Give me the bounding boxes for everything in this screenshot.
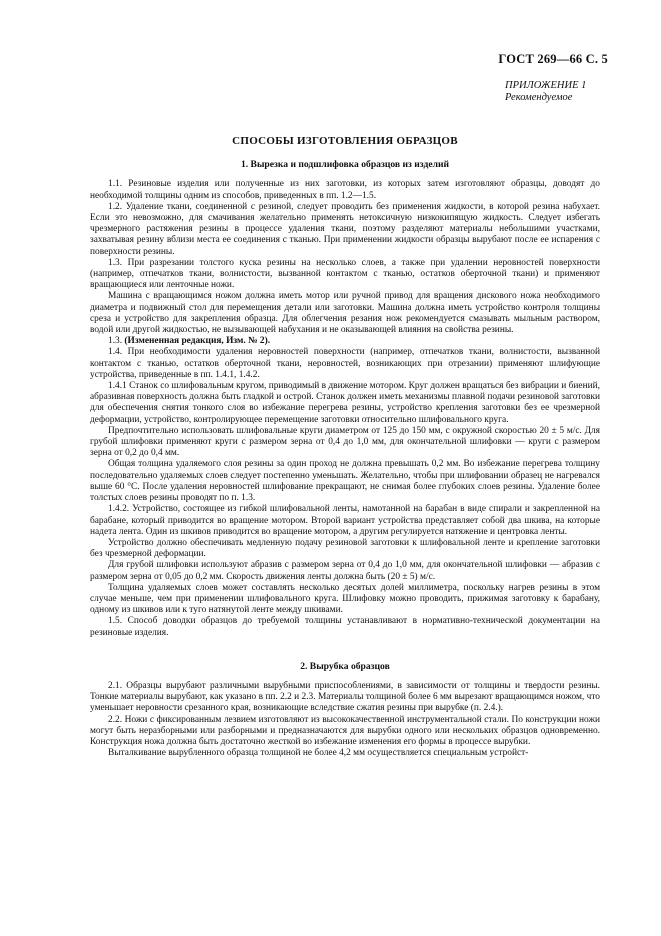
paragraph: 1.1. Резиновые изделия или полученные из них заготовки, из которых затем изготовляют образцы, доводят до необходимой толщины одним из способов, приведенных в пп. 1.2—1.5.	[90, 179, 600, 201]
paragraph: 1.5. Способ доводки образцов до требуемой толщины устанавливают в нормативно-технической документации на резиновые изделия.	[90, 616, 600, 638]
paragraph: 1.4.2. Устройство, состоящее из гибкой шлифовальной ленты, намотанной на барабан в виде спирали и закрепленной на барабане, который приводится во вращение мотором. Второй вариант устройства представляет собой два шкива, на которые надета лента. Один из шкивов приводится во вращение мотором, а другим регулируется натяжение и центровка ленты.	[90, 504, 600, 537]
paragraph: Общая толщина удаляемого слоя резины за один проход не должна превышать 0,2 мм. Во избежание перегрева толщину последовательно удаляемых слоев следует постепенно уменьшать. Желательно, чтобы при шлифовании образец не нагревался выше 60 °С. После удаления неровностей шлифование прекращают, не снимая более глубоких слоев резины. Удаление более толстых слоев резины проводят по п. 1.3.	[90, 459, 600, 504]
paragraph: Устройство должно обеспечивать медленную подачу резиновой заготовки к шлифовальной ленте и крепление заготовки без чрезмерной деформации.	[90, 537, 600, 560]
section-heading-1: 1. Вырезка и подшлифовка образцов из изделий	[240, 159, 450, 171]
paragraph: 1.2. Удаление ткани, соединенной с резиной, следует проводить без применения жидкости, в которой резина набухает. Если это невозможно, для смачивания желательно применять нетоксичную низкокипящую жидкость. Следует избегать чрезмерного растяжения резины в процессе удаления ткани, поэтому разделяют материалы небольшими участками, захватывая резину вблизи места ее соединения с тканью. При применении жидкости образцы вырубают после ее испарения с поверхности резины.	[90, 201, 600, 257]
section-heading-2: 2. Вырубка образцов	[300, 660, 390, 672]
amendment-note	[90, 336, 600, 347]
paragraph: 2.1. Образцы вырубают различными вырубными приспособлениями, в зависимости от толщины и твердости резины. Тонкие материалы вырубают, как указано в пп. 2.2 и 2.3. Материалы толщиной более 6 мм вырезают вращающимся ножом, что уменьшает неровности срезанного края, возникающие вследствие сжатия резины при вырубке (п. 2.4.).	[90, 680, 600, 714]
paragraph: 2.2. Ножи с фиксированным лезвием изготовляют из высококачественной инструментальной стали. По конструкции ножи могут быть неразборными или разборными и предназначаются для вырубки одного или нескольких образцов одновременно. Конструкция ножа должна быть достаточно жесткой во избежание изменения его формы в процессе вырубки.	[90, 714, 600, 747]
document-reference: ГОСТ 269—66 С. 5	[498, 52, 608, 66]
paragraph: 1.4.1 Станок со шлифовальным кругом, приводимый в движение мотором. Круг должен вращаться без вибрации и биений, абразивная поверхность должна быть гладкой и острой. Станок должен иметь механизмы плавной подачи резиновой заготовки для обеспечения снятия тонкого слоя во избежание перегрева резины, устройство крепления заготовки без ее чрезмерной деформации, устройство, контролирующее перемещение заготовки относительно шлифовального круга.	[90, 381, 600, 425]
appendix-title: ПРИЛОЖЕНИЕ 1	[505, 80, 587, 91]
paragraph: Предпочтительно использовать шлифовальные круги диаметром от 125 до 150 мм, с окружной скоростью 20 ± 5 м/с. Для грубой шлифовки применяют круги с размером зерна от 0,4 до 1,0 мм, для окончательной шлифовки — круги с размером зерна от 0,2 до 0,4 мм.	[90, 425, 600, 459]
paragraph: 1.3. При разрезании толстого куска резины на несколько слоев, а также при удалении неровностей поверхности (например, отпечатков ткани, волнистости, вызванной контактом с тканью, остатков оберточной ткани) и применяют вращающиеся или ленточные ножи.	[90, 257, 600, 291]
appendix-note: Рекомендуемое	[505, 92, 573, 103]
page-title: СПОСОБЫ ИЗГОТОВЛЕНИЯ ОБРАЗЦОВ	[232, 135, 458, 147]
amendment-text: (Измененная редакция, Изм. № 2).	[124, 336, 271, 347]
appendix-label	[505, 80, 586, 104]
document-body	[90, 136, 600, 759]
amendment-number: 1.3.	[108, 336, 125, 347]
paragraph: Толщина удаляемых слоев может составлять несколько десятых долей миллиметра, поскольку нагрев резины в этом случае меньше, чем при применении шлифовального круга. Шлифовку можно проводить, прижимая заготовку к барабану, одному из шкивов или к туго натянутой ленте между шкивами.	[90, 582, 600, 616]
paragraph: Для грубой шлифовки используют абразив с размером зерна от 0,4 до 1,0 мм, для окончательной шлифовки — абразив с размером зерна от 0,05 до 0,2 мм. Скорость движения ленты должна быть (20 ± 5) м/с.	[90, 560, 600, 582]
paragraph: 1.4. При необходимости удаления неровностей поверхности (например, отпечатков ткани, волнистости, вызванной контактом с тканью, остатков оберточной ткани, неровностей, возникающих при отрезании) применяют шлифующие устройства, приведенные в пп. 1.4.1, 1.4.2.	[90, 347, 600, 380]
paragraph: Выталкивание вырубленного образца толщиной не более 4,2 мм осуществляется специальным устройст-	[108, 748, 529, 759]
paragraph: Машина с вращающимся ножом должна иметь мотор или ручной привод для вращения дискового ножа необходимого диаметра и подвижный стол для перемещения детали или заготовки. Машина должна иметь устройство контроля толщины среза и устройство для закрепления образца. Для облегчения резания нож рекомендуется смазывать мыльным раствором, водой или другой жидкостью, не вызывающей набухания и не оказывающей влияния на свойства резины.	[90, 291, 600, 336]
